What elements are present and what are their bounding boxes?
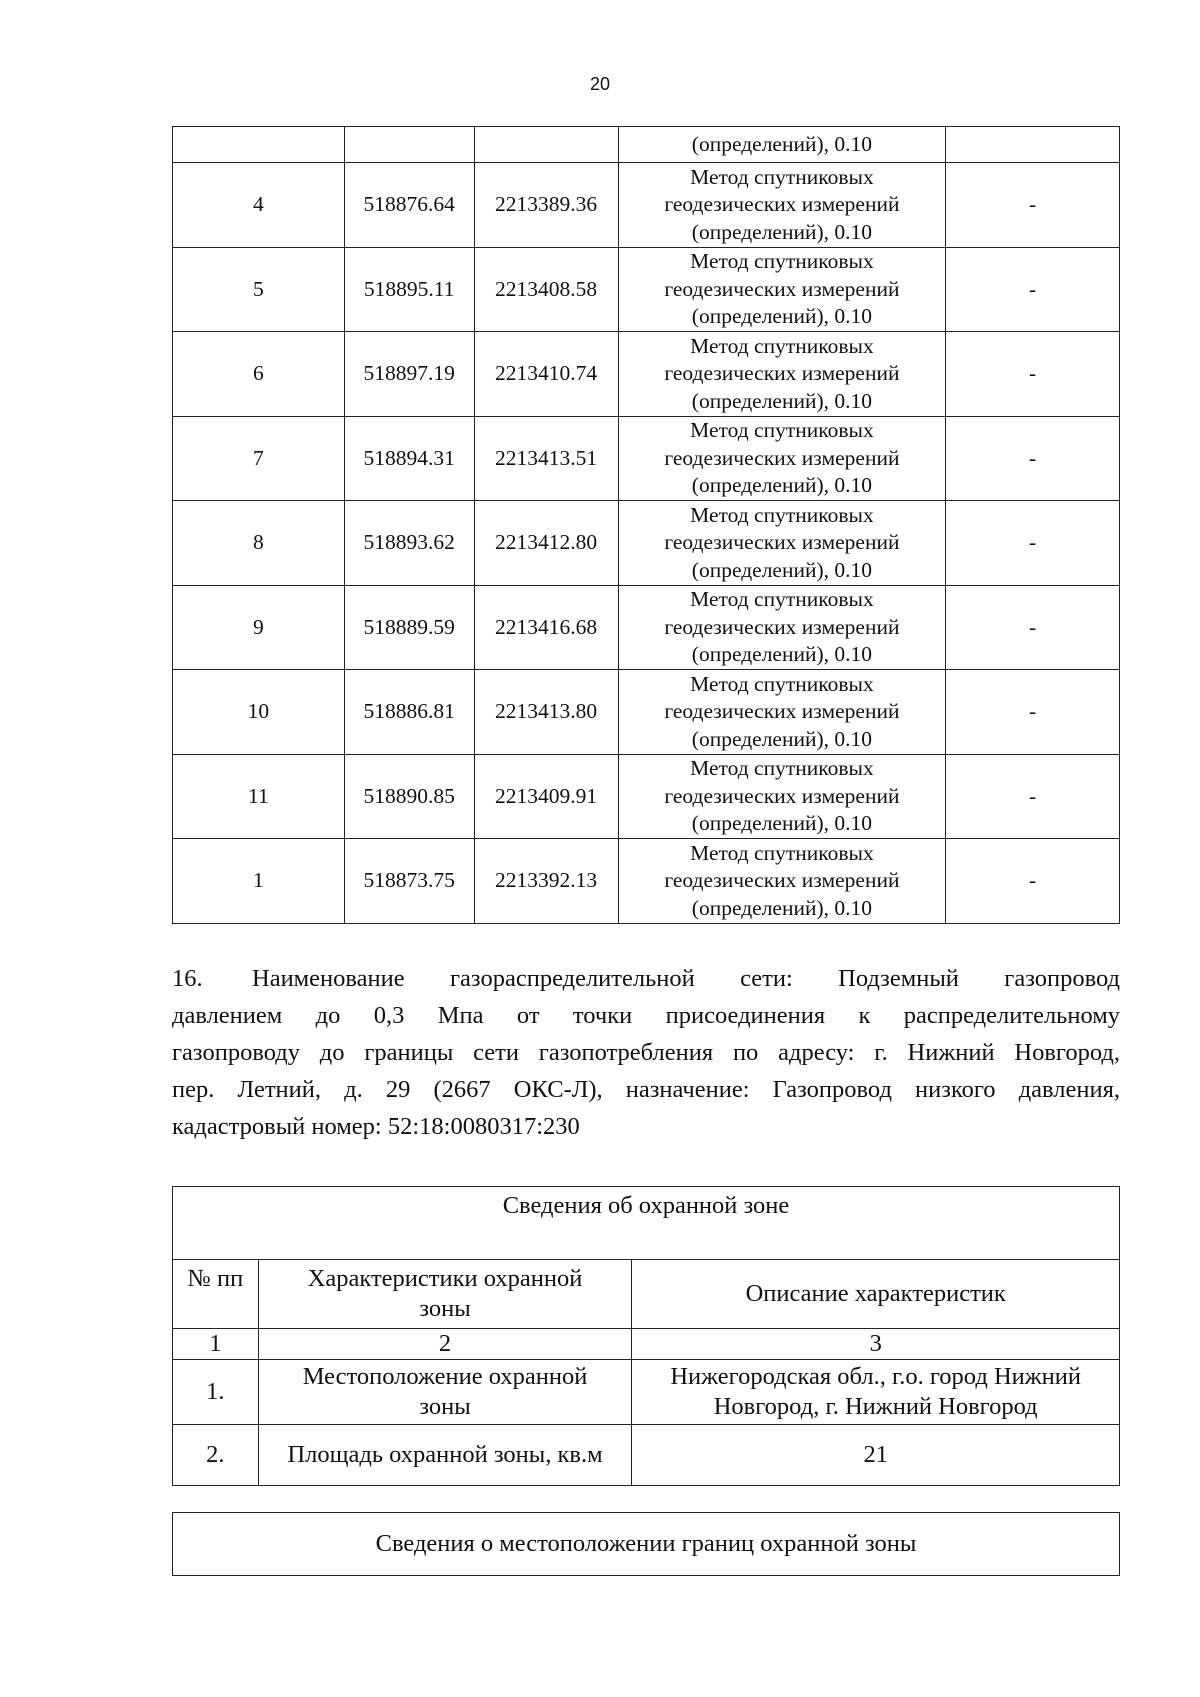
note-cell: - [946,247,1120,332]
table-row [173,416,1120,501]
row-num: 2. [173,1425,259,1486]
note-cell: - [946,585,1120,670]
method-cell [618,585,946,670]
row-value: 21 [632,1425,1120,1486]
point-number-cell [173,127,345,163]
note-cell: - [946,754,1120,839]
x-coordinate-cell: 518873.75 [344,839,474,924]
protection-zone-table [172,1186,1120,1486]
paragraph-line: 16. Наименование газораспределительной сети: Подземный газопровод [172,960,1120,997]
method-line: геодезических измерений [664,699,900,723]
point-number-cell: 11 [173,754,345,839]
table-row [173,332,1120,417]
x-coordinate-cell: 518895.11 [344,247,474,332]
method-line: геодезических измерений [664,530,900,554]
method-line: геодезических измерений [664,276,900,301]
method-cell [618,163,946,248]
table-row [173,585,1120,670]
zone-table-title: Сведения об охранной зоне [173,1187,1120,1260]
method-line: (определений), 0.10 [691,557,873,582]
y-coordinate-cell: 2213412.80 [474,501,618,586]
x-coordinate-cell: 518894.31 [344,416,474,501]
table-row-continued [173,127,1120,163]
note-cell: - [946,839,1120,924]
table-row [173,163,1120,248]
method-cell: (определений), 0.10 [618,127,946,163]
header-num: № пп [173,1260,259,1329]
method-cell [618,501,946,586]
x-coordinate-cell: 518890.85 [344,754,474,839]
table-row [173,754,1120,839]
table-row [173,1360,1120,1425]
y-coordinate-cell: 2213389.36 [474,163,618,248]
method-line: геодезических измерений [664,783,900,808]
zone-boundaries-table [172,1512,1120,1576]
point-number-cell: 8 [173,501,345,586]
method-line: Метод спутниковых [690,418,874,442]
x-coordinate-cell [344,127,474,163]
method-line: (определений), 0.10 [691,304,873,328]
method-line: Метод спутниковых [690,756,874,780]
zone-table-index-row [173,1329,1120,1360]
method-line: Метод спутниковых [690,671,874,696]
method-line: геодезических измерений [664,868,900,892]
y-coordinate-cell: 2213413.51 [474,416,618,501]
paragraph-line: давлением до 0,3 Мпа от точки присоединения к распределительному [172,1002,1120,1029]
y-coordinate-cell [474,127,618,163]
bounds-table-title: Сведения о местоположении границ охранной зоны [173,1513,1120,1576]
table-row [173,1425,1120,1486]
point-number-cell: 9 [173,585,345,670]
note-cell: - [946,163,1120,248]
point-number-cell: 6 [173,332,345,417]
method-line: геодезических измерений [664,445,900,470]
index-cell: 2 [258,1329,632,1360]
method-line: Метод спутниковых [690,333,874,358]
y-coordinate-cell: 2213409.91 [474,754,618,839]
method-line: (определений), 0.10 [691,811,873,835]
header-description: Описание характеристик [632,1260,1120,1329]
row-characteristic: Площадь охранной зоны, кв.м [258,1425,632,1486]
note-cell [946,127,1120,163]
point-number-cell: 5 [173,247,345,332]
point-number-cell: 10 [173,670,345,755]
x-coordinate-cell: 518897.19 [344,332,474,417]
x-coordinate-cell: 518886.81 [344,670,474,755]
x-coordinate-cell: 518876.64 [344,163,474,248]
y-coordinate-cell: 2213410.74 [474,332,618,417]
paragraph-line: газопроводу до границы сети газопотребления по адресу: г. Нижний Новгород, [172,1039,1120,1066]
y-coordinate-cell: 2213413.80 [474,670,618,755]
index-cell: 3 [632,1329,1120,1360]
paragraph-line: пер. Летний, д. 29 (2667 ОКС-Л), назначение: Газопровод низкого давления, [172,1076,1120,1103]
zone-table-header [173,1260,1120,1329]
note-cell: - [946,416,1120,501]
point-number-cell: 4 [173,163,345,248]
method-line: Метод спутниковых [690,164,874,189]
header-characteristics: Характеристики охранной зоны [258,1260,632,1329]
method-line: (определений), 0.10 [691,473,873,497]
method-cell [618,247,946,332]
method-line: Метод спутниковых [690,840,874,865]
method-line: Метод спутниковых [690,587,874,611]
note-cell: - [946,332,1120,417]
method-cell [618,416,946,501]
table-row [173,501,1120,586]
point-number-cell: 1 [173,839,345,924]
y-coordinate-cell: 2213408.58 [474,247,618,332]
y-coordinate-cell: 2213392.13 [474,839,618,924]
index-cell: 1 [173,1329,259,1360]
method-line: Метод спутниковых [690,502,874,527]
x-coordinate-cell: 518893.62 [344,501,474,586]
method-line: геодезических измерений [664,614,900,639]
method-cell [618,670,946,755]
row-num: 1. [173,1360,259,1425]
method-line: (определений), 0.10 [691,726,873,751]
method-line: геодезических измерений [664,361,900,385]
method-cell [618,754,946,839]
page-number: 20 [589,74,611,94]
note-cell: - [946,670,1120,755]
method-line: Метод спутниковых [690,249,874,273]
method-cell [618,839,946,924]
point-number-cell: 7 [173,416,345,501]
note-cell: - [946,501,1120,586]
section-16-paragraph [172,960,1120,1145]
row-characteristic: Местоположение охранной зоны [258,1360,632,1425]
method-line: (определений), 0.10 [691,388,873,413]
row-value: Нижегородская обл., г.о. город Нижний Новгород, г. Нижний Новгород [632,1360,1120,1425]
coordinates-table [172,126,1120,924]
table-row [173,839,1120,924]
method-line: геодезических измерений [664,192,900,216]
section-number: 16. [172,965,203,992]
paragraph-line: кадастровый номер: 52:18:0080317:230 [172,1113,580,1140]
method-cell [618,332,946,417]
table-row [173,670,1120,755]
method-line: (определений), 0.10 [691,895,873,920]
method-line: (определений), 0.10 [691,642,873,666]
y-coordinate-cell: 2213416.68 [474,585,618,670]
x-coordinate-cell: 518889.59 [344,585,474,670]
table-row [173,247,1120,332]
method-line: (определений), 0.10 [691,219,873,244]
